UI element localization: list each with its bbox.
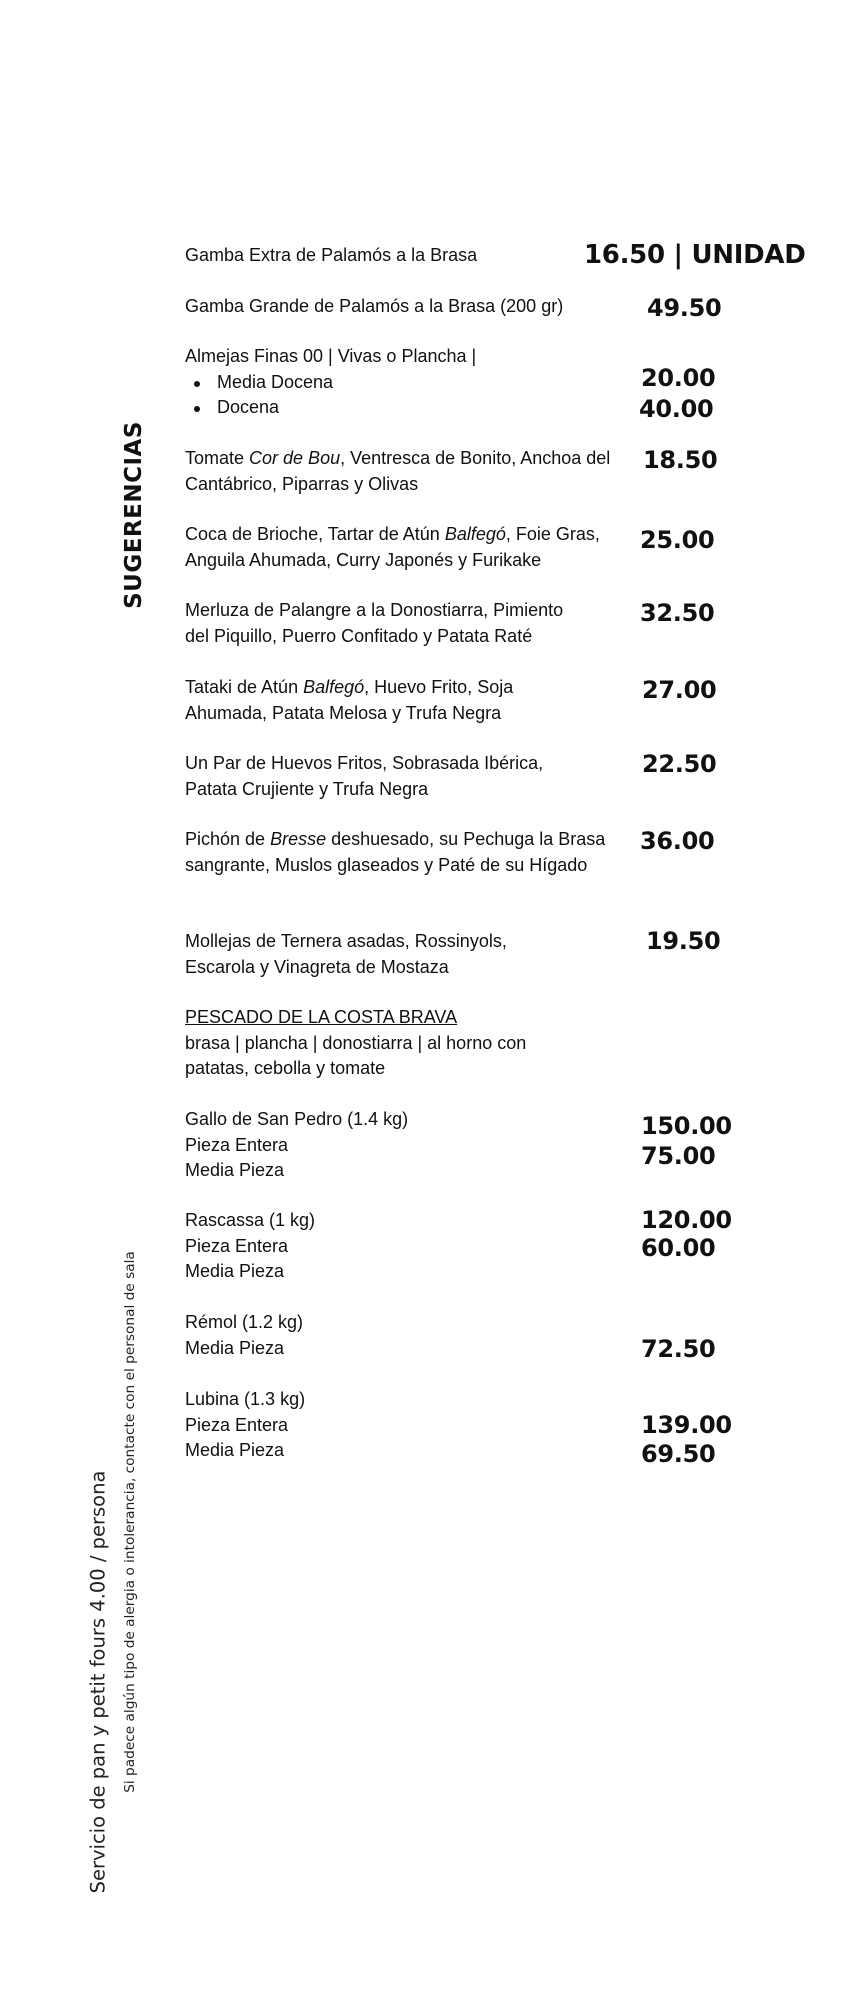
desc-text: , Huevo Frito, Soja Ahumada, Patata Melosa y Trufa Negra — [185, 677, 514, 723]
item-price-media-pieza: 72.50 — [641, 1335, 716, 1363]
desc-line: Escarola y Vinagreta de Mostaza — [185, 956, 449, 977]
item-price: 36.00 — [640, 827, 715, 855]
option-media-pieza: Media Pieza — [185, 1261, 285, 1281]
item-description — [185, 675, 565, 726]
item-price-media-docena: 20.00 — [641, 364, 716, 392]
item-description — [185, 446, 625, 497]
item-name: Gallo de San Pedro (1.4 kg) — [185, 1109, 409, 1129]
section-title: SUGERENCIAS — [121, 421, 147, 609]
desc-text: Coca de Brioche, Tartar de Atún — [185, 524, 445, 544]
item-price: 25.00 — [640, 526, 715, 554]
desc-line: brasa | plancha | donostiarra | al horno con — [185, 1032, 527, 1053]
item-description — [185, 344, 635, 421]
item-price: 16.50 | UNIDAD — [584, 240, 806, 270]
item-price: 49.50 — [647, 294, 722, 322]
option-media-docena: Media Docena — [185, 370, 635, 396]
item-description — [185, 1107, 635, 1184]
option-media-pieza: Media Pieza — [185, 1337, 285, 1358]
option-docena: Docena — [185, 395, 635, 421]
section-heading: PESCADO DE LA COSTA BRAVA — [185, 1007, 458, 1027]
item-price-media-pieza: 75.00 — [641, 1142, 716, 1170]
desc-text: Pichón de — [185, 829, 271, 849]
item-price-media-pieza: 60.00 — [641, 1234, 716, 1262]
section-description — [185, 1005, 635, 1082]
desc-line: patatas, cebolla y tomate — [185, 1058, 386, 1078]
item-description — [185, 751, 635, 802]
desc-line: del Piquillo, Puerro Confitado y Patata Raté — [185, 625, 533, 646]
desc-text: , Foie Gras, Anguila Ahumada, Curry Japonés y Furikake — [185, 524, 600, 570]
desc-text: Tomate — [185, 448, 250, 468]
desc-line: Mollejas de Ternera asadas, Rossinyols, — [185, 931, 507, 951]
desc-italic: Balfegó — [303, 677, 365, 697]
desc-italic: Cor de Bou — [249, 448, 341, 468]
item-price: 27.00 — [642, 676, 717, 704]
item-description — [185, 827, 635, 878]
desc-text: Tataki de Atún — [185, 677, 304, 697]
item-name: Almejas Finas 00 | Vivas o Plancha | — [185, 346, 477, 366]
allergy-note: Si padece algún tipo de alergia o intolerancia, contacte con el personal de sala — [122, 1251, 138, 1793]
item-description — [185, 1208, 635, 1285]
item-price-pieza-entera: 120.00 — [641, 1206, 732, 1234]
option-media-pieza: Media Pieza — [185, 1440, 285, 1460]
item-description — [185, 522, 635, 573]
desc-italic: Bresse — [270, 829, 327, 849]
item-price-docena: 40.00 — [639, 395, 714, 423]
desc-line: Patata Crujiente y Trufa Negra — [185, 778, 429, 799]
item-name: Lubina (1.3 kg) — [185, 1389, 306, 1409]
item-description — [185, 1310, 635, 1361]
item-description — [185, 1387, 635, 1464]
item-description — [185, 929, 635, 980]
item-price: 22.50 — [642, 750, 717, 778]
item-description — [185, 598, 635, 649]
item-description: Gamba Grande de Palamós a la Brasa (200 gr) — [185, 296, 564, 316]
option-media-pieza: Media Pieza — [185, 1160, 285, 1180]
desc-text: deshuesado, su Pechuga la Brasa sangrante, Muslos glaseados y Paté de su Hígado — [185, 829, 606, 875]
item-price: 18.50 — [643, 446, 718, 474]
desc-text: , Ventresca de Bonito, Anchoa del Cantábrico, Piparras y Olivas — [185, 448, 611, 494]
item-name: Rémol (1.2 kg) — [185, 1312, 304, 1332]
option-pieza-entera: Pieza Entera — [185, 1235, 289, 1256]
desc-italic: Balfegó — [444, 524, 506, 544]
item-description: Gamba Extra de Palamós a la Brasa — [185, 245, 478, 265]
item-price: 32.50 — [640, 599, 715, 627]
item-price-pieza-entera: 139.00 — [641, 1411, 732, 1439]
option-pieza-entera: Pieza Entera — [185, 1414, 289, 1435]
option-pieza-entera: Pieza Entera — [185, 1134, 289, 1155]
desc-line: Un Par de Huevos Fritos, Sobrasada Ibérica, — [185, 753, 544, 773]
bread-service-note: Servicio de pan y petit fours 4.00 / persona — [86, 1470, 110, 1894]
item-name: Rascassa (1 kg) — [185, 1210, 316, 1230]
item-price-pieza-entera: 150.00 — [641, 1112, 732, 1140]
desc-line: Merluza de Palangre a la Donostiarra, Pimiento — [185, 600, 564, 620]
item-price-media-pieza: 69.50 — [641, 1440, 716, 1468]
item-price: 19.50 — [646, 927, 721, 955]
